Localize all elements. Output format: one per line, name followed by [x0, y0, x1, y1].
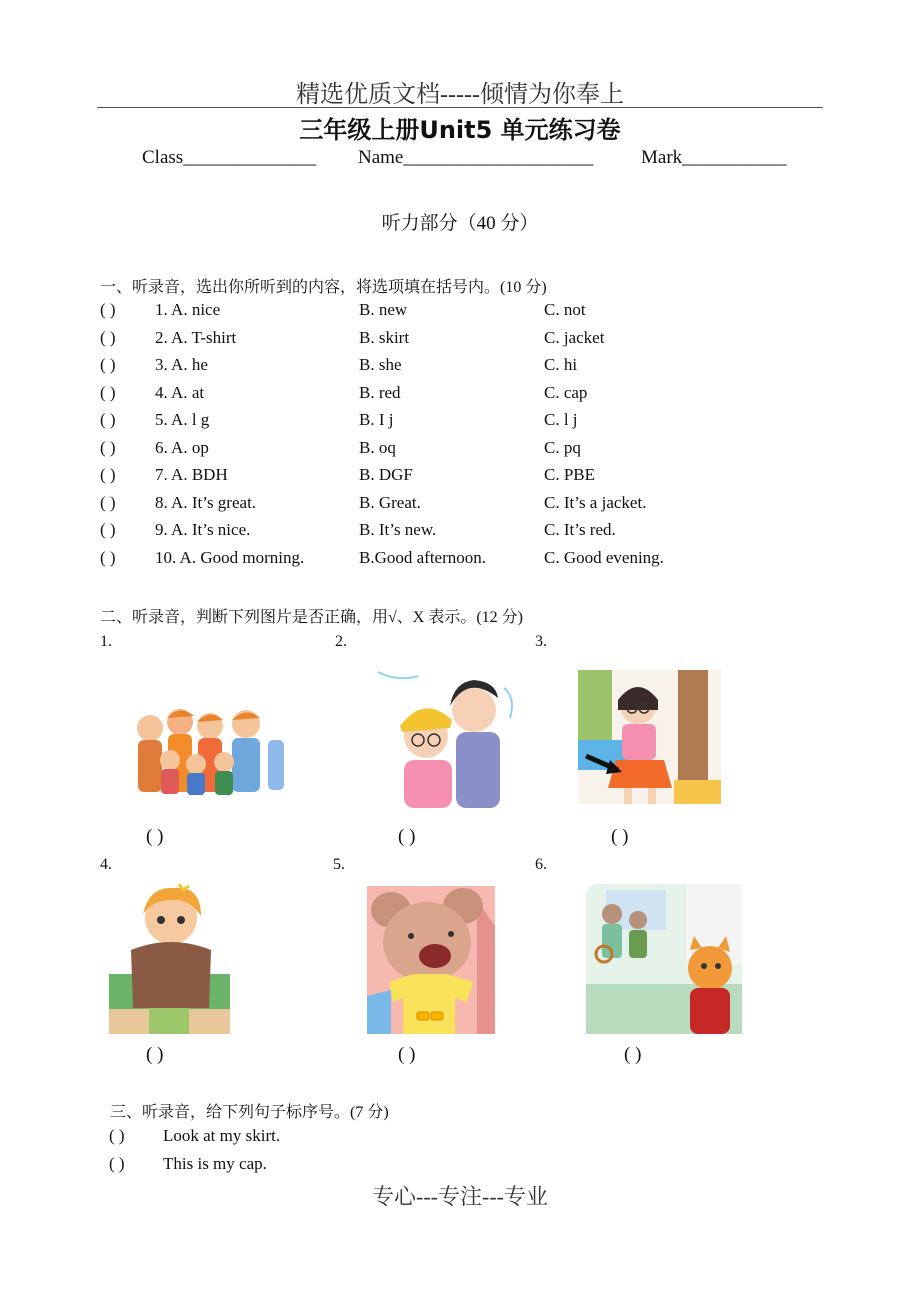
- answer-paren[interactable]: ( ): [100, 410, 116, 429]
- option-a: 4. A. at: [155, 382, 205, 402]
- answer-paren[interactable]: ( ): [100, 300, 116, 319]
- list-item: [0, 300, 920, 324]
- option-c: C. jacket: [544, 327, 605, 347]
- list-item: [0, 383, 920, 407]
- list-item: [0, 548, 920, 572]
- option-b: B.Good afternoon.: [359, 547, 487, 567]
- picture-number: 2.: [335, 633, 347, 650]
- option-c: C. It’s a jacket.: [544, 492, 647, 512]
- option-c: C. It’s red.: [544, 520, 616, 539]
- answer-paren[interactable]: ( ): [398, 1044, 416, 1065]
- header-rule: [97, 107, 823, 108]
- answer-paren[interactable]: ( ): [398, 826, 416, 847]
- list-item: [0, 328, 920, 352]
- option-c: C. cap: [544, 382, 588, 402]
- girl-skirt-picture: [578, 670, 721, 804]
- option-b: B. new: [359, 300, 408, 319]
- page-title: 三年级上册Unit5 单元练习卷: [299, 116, 621, 144]
- option-b: B. oq: [359, 437, 396, 457]
- option-b: B. red: [359, 382, 401, 402]
- page-footer: 专心---专注---专业: [372, 1184, 548, 1209]
- name-blank[interactable]: ____________________: [403, 147, 594, 168]
- page-header: 精选优质文档-----倾情为你奉上: [296, 82, 624, 108]
- list-item: [0, 438, 920, 462]
- picture-number: 3.: [535, 633, 547, 650]
- list-item: [0, 465, 920, 489]
- picture-number: 6.: [535, 856, 547, 873]
- list-item: [0, 1126, 920, 1150]
- answer-paren[interactable]: ( ): [100, 437, 116, 457]
- list-item: [0, 410, 920, 434]
- answer-paren[interactable]: ( ): [100, 355, 116, 374]
- list-item: [0, 493, 920, 517]
- option-c: C. l j: [544, 410, 578, 429]
- option-b: B. she: [359, 355, 402, 374]
- option-a: 1. A. nice: [155, 300, 221, 319]
- class-field[interactable]: [142, 147, 316, 169]
- answer-paren[interactable]: ( ): [109, 1154, 125, 1173]
- answer-paren[interactable]: ( ): [100, 382, 116, 402]
- part3-heading: 三、听录音，给下列句子标序号。(7 分): [110, 1104, 389, 1121]
- part2-heading: 二、听录音，判断下列图片是否正确，用√、X 表示。(12 分): [100, 609, 523, 626]
- option-a: 6. A. op: [155, 437, 209, 457]
- answer-paren[interactable]: ( ): [100, 492, 116, 512]
- mark-blank[interactable]: ___________: [682, 147, 787, 168]
- picture-number: 5.: [333, 856, 345, 873]
- option-c: C. PBE: [544, 465, 596, 484]
- option-a: 7. A. BDH: [155, 465, 228, 484]
- part1-heading: 一、听录音，选出你所听到的内容，将选项填在括号内。(10 分): [100, 279, 547, 296]
- class-label: Class: [142, 147, 184, 168]
- option-a: 3. A. he: [155, 355, 208, 374]
- option-a: 2. A. T-shirt: [155, 327, 237, 347]
- option-b: B. I j: [359, 410, 394, 429]
- girl-cap-picture: [378, 668, 520, 808]
- option-b: B. Great.: [359, 492, 421, 512]
- option-a: 10. A. Good morning.: [155, 547, 305, 567]
- mark-label: Mark: [641, 147, 683, 168]
- answer-paren[interactable]: ( ): [109, 1126, 125, 1145]
- answer-paren[interactable]: ( ): [100, 327, 116, 347]
- option-a: 9. A. It’s nice.: [155, 520, 251, 539]
- sentence: This is my cap.: [163, 1154, 267, 1173]
- answer-paren[interactable]: ( ): [100, 465, 116, 484]
- option-b: B. skirt: [359, 327, 410, 347]
- name-field[interactable]: [358, 147, 593, 169]
- option-c: C. hi: [544, 355, 578, 374]
- option-b: B. It’s new.: [359, 520, 437, 539]
- list-item: [0, 355, 920, 379]
- boy-jacket-picture: [109, 884, 230, 1034]
- mice-cat-picture: [586, 884, 742, 1034]
- answer-paren[interactable]: ( ): [100, 547, 116, 567]
- answer-paren[interactable]: ( ): [611, 826, 629, 847]
- family-picture: [128, 700, 286, 800]
- list-item: [0, 1154, 920, 1178]
- sentence: Look at my skirt.: [163, 1126, 281, 1145]
- answer-paren[interactable]: ( ): [624, 1044, 642, 1065]
- option-a: 5. A. l g: [155, 410, 210, 429]
- picture-number: 4.: [100, 856, 112, 873]
- list-item: [0, 520, 920, 544]
- answer-paren[interactable]: ( ): [146, 1044, 164, 1065]
- section-title: 听力部分（40 分）: [381, 213, 539, 234]
- option-c: C. not: [544, 300, 586, 319]
- answer-paren[interactable]: ( ): [100, 520, 116, 539]
- mark-field[interactable]: [641, 147, 787, 169]
- option-a: 8. A. It’s great.: [155, 492, 257, 512]
- option-b: B. DGF: [359, 465, 413, 484]
- class-blank[interactable]: ______________: [183, 147, 317, 168]
- option-c: C. Good evening.: [544, 547, 664, 567]
- option-c: C. pq: [544, 437, 581, 457]
- answer-paren[interactable]: ( ): [146, 826, 164, 847]
- mouse-tshirt-picture: [367, 886, 495, 1034]
- name-label: Name: [358, 147, 404, 168]
- picture-number: 1.: [100, 633, 112, 650]
